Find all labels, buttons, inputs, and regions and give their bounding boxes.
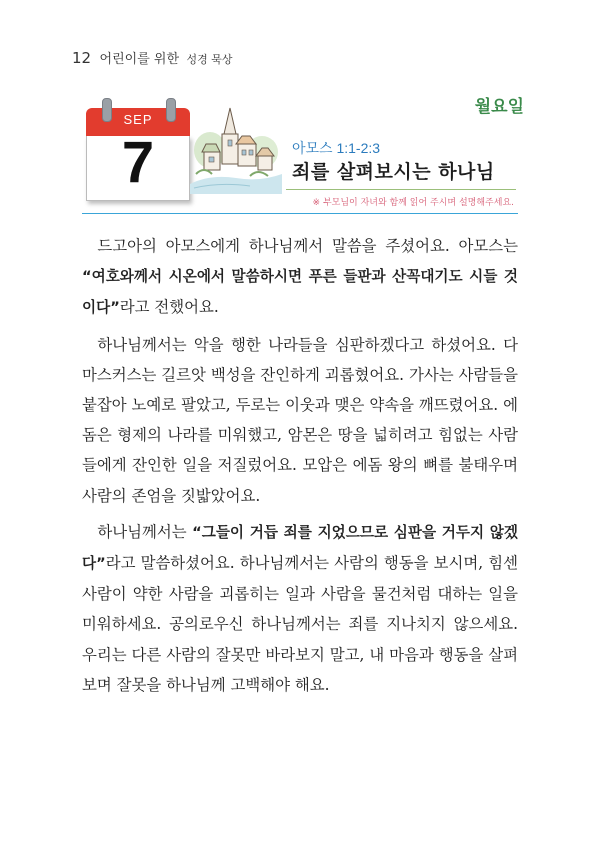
paragraph-1-quote: “여호와께서 시온에서 말씀하시면 푸른 들판과 산꼭대기도 시들 것이다”: [82, 268, 518, 317]
title-underline: [286, 189, 516, 190]
page-header: [72, 48, 233, 67]
book-subtitle: 성경 묵상: [186, 53, 233, 66]
paragraph-2: 하나님께서는 악을 행한 나라들을 심판하겠다고 하셨어요. 다마스커스는 길르앗 백성을 잔인하게 괴롭혔어요. 가사는 사람들을 붙잡아 노예로 팔았고, 두로는 이웃과 맺은 약속을 깨뜨렸어요. 에돔은 형제의 나라를 미워했고, 암몬은 땅을 넓히려고 힘없는 사람들에게 잔인한 일을 저질렀어요. 모압은 에돔 왕의 뼈를 불태우며 사람의 존엄을 짓밟았어요.: [82, 335, 518, 505]
lesson-title: 죄를 살펴보시는 하나님: [292, 161, 495, 183]
book-title: 어린이를 위한: [99, 52, 180, 67]
calendar-icon: [86, 98, 190, 204]
paragraph-3-tail: 라고 말씀하셨어요. 하나님께서는 사람의 행동을 보시며, 힘센 사람이 약한 사람을 괴롭히는 일과 사람을 물건처럼 대하는 일을 미워하세요. 공의로우신 하나님께서는 죄를 지나치지 않으세요. 우리는 다른 사람의 잘못만 바라보지 말고, 내 마음과 행동을 살펴보며 잘못을 하나님께 고백해야 해요.: [82, 554, 518, 694]
parent-note: ※ 부모님이 자녀와 함께 읽어 주시며 설명해주세요.: [312, 198, 514, 208]
paragraph-1-tail: 라고 전했어요.: [119, 298, 219, 317]
calendar-month: SEP: [123, 112, 153, 127]
header-divider: [82, 213, 518, 214]
paragraph-3-lead: 하나님께서는: [97, 522, 193, 541]
village-church-illustration: [190, 104, 282, 194]
paragraph-1: [82, 231, 518, 324]
paragraph-1-lead: 드고아의 아모스에게 하나님께서 말씀을 주셨어요. 아모스는: [97, 237, 518, 255]
day-label: 월요일: [474, 97, 524, 117]
page-number: 12: [72, 49, 92, 67]
devotion-body: [82, 231, 518, 706]
calendar-date: 7: [121, 130, 155, 195]
scripture-reference: 아모스 1:1-2:3: [292, 140, 381, 156]
paragraph-3: [82, 517, 518, 700]
paragraph-3-quote: “그들이 거듭 죄를 지었으므로 심판을 거두지 않겠다”: [82, 523, 518, 573]
